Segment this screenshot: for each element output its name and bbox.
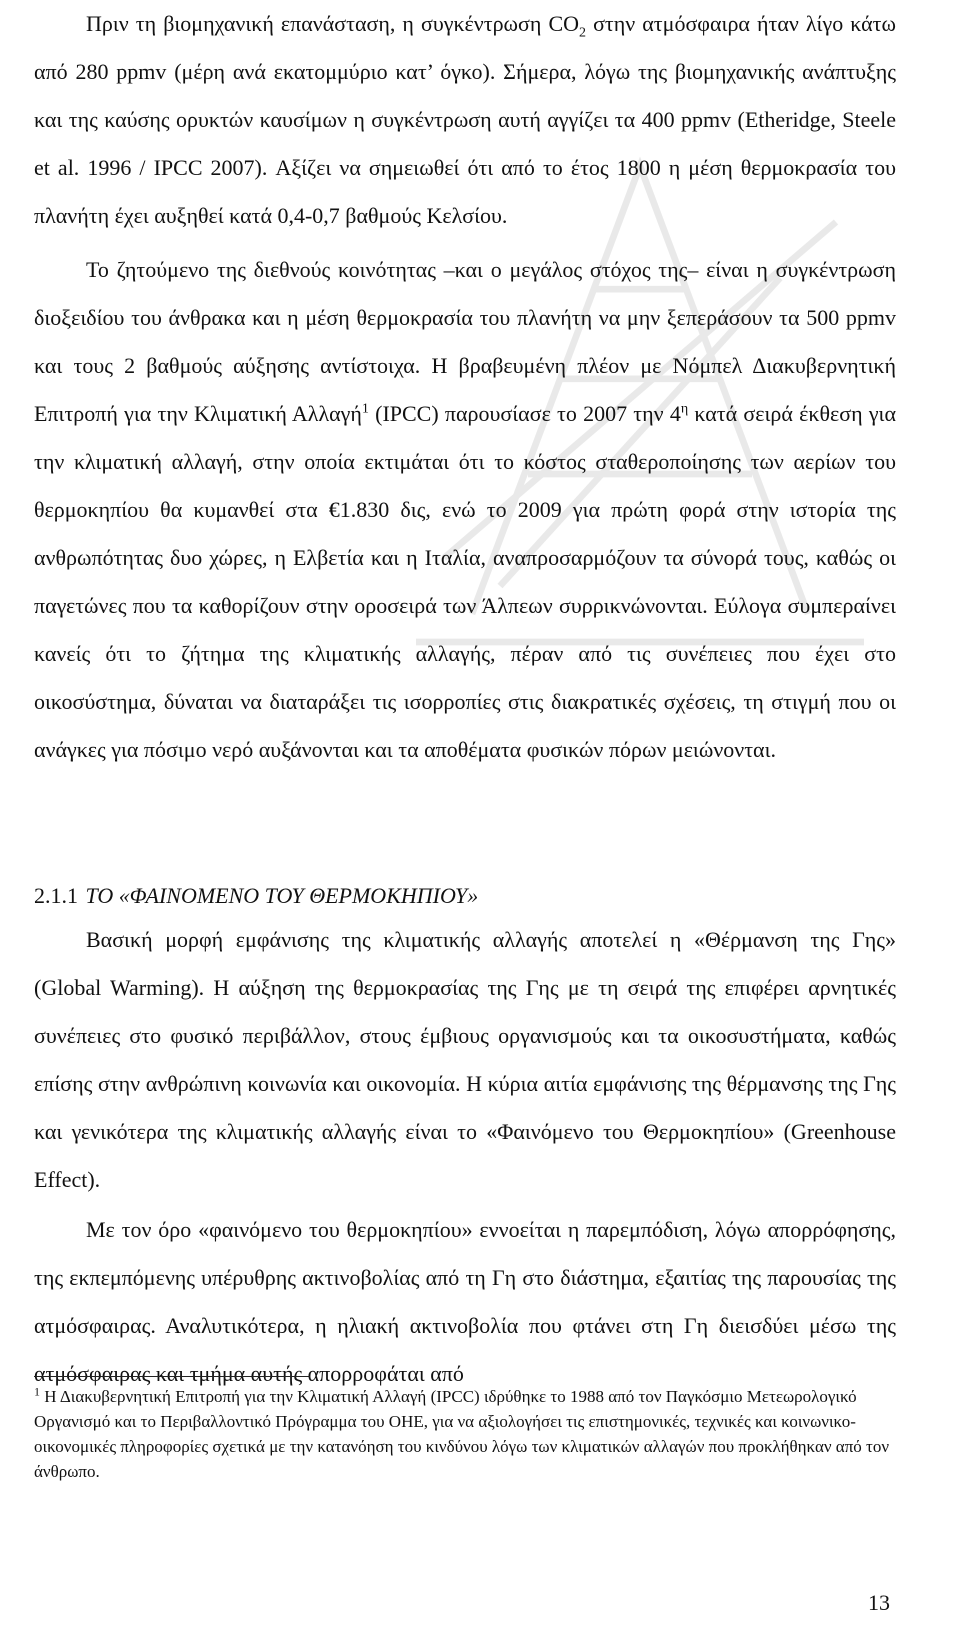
paragraph-greenhouse-definition: Με τον όρο «φαινόμενο του θερμοκηπίου» εννοείται η παρεμπόδιση, λόγω απορρόφησης, της εκπεμπόμενης υπέρυθρης ακτινοβολίας από τη Γη στο διάστημα, εξαιτίας της παρουσίας της ατμόσφαιρας. Αναλυτικότερα, η ηλιακή ακτινοβολία που φτάνει στη Γη διεισδύει μέσω της ατμόσφαιρας και τμήμα αυτής απορροφάται από bbox=[34, 1217, 896, 1386]
p1-text-after: στην ατμόσφαιρα ήταν λίγο κάτω από 280 ppmv (μέρη ανά εκατομμύριο κατ’ όγκο). Σήμερα, λόγω της βιομηχανικής ανάπτυξης και της καύσης ορυκτών καυσίμων η συγκέντρωση αυτή αγγίζει τα 400 ppmv (Etheridge, Steele et al. 1996 / IPCC 2007). Αξίζει να σημειωθεί ότι από το έτος 1800 η μέση θερμοκρασία του πλανήτη έχει αυξηθεί κατά 0,4-0,7 βαθμούς Κελσίου. bbox=[34, 11, 896, 228]
paragraph-co2-concentration bbox=[34, 0, 896, 240]
p2-text-before: Το ζητούμενο της διεθνούς κοινότητας –και ο μεγάλος στόχος της– είναι η συγκέντρωση διοξειδίου του άνθρακα και η μέση θερμοκρασία του πλανήτη να μην ξεπεράσουν τα 500 ppmv και τους 2 βαθμούς αύξησης αντίστοιχα. Η βραβευμένη πλέον με Νόμπελ Διακυβερνητική Επιτροπή για την Κλιματική Αλλαγή bbox=[34, 257, 896, 426]
p1-text-before: Πριν τη βιομηχανική επανάσταση, η συγκέντρωση CO bbox=[86, 11, 580, 36]
p2-text-middle: (IPCC) παρουσίασε το 2007 την 4 bbox=[368, 401, 681, 426]
ordinal-superscript: η bbox=[680, 401, 689, 417]
paragraph-global-warming: Βασική μορφή εμφάνισης της κλιματικής αλλαγής αποτελεί η «Θέρμανση της Γης» (Global Warming). Η αύξηση της θερμοκρασίας της Γης με τη σειρά της επιφέρει αρνητικές συνέπειες στο φυσικό περιβάλλον, στους έμβιους οργανισμούς και τα οικοσυστήματα, καθώς επίσης στην ανθρώπινη κοινωνία και οικονομία. Η κύρια αιτία εμφάνισης της θέρμανσης της Γης και γενικότερα της κλιματικής αλλαγής είναι το «Φαινόμενο του Θερμοκηπίου» (Greenhouse Effect). bbox=[34, 927, 896, 1192]
footnote-marker: 1 bbox=[34, 1384, 40, 1399]
co2-subscript: 2 bbox=[579, 25, 587, 41]
paragraph-international-goal bbox=[34, 246, 896, 774]
p2-text-after: κατά σειρά έκθεση για την κλιματική αλλαγή, στην οποία εκτιμάται ότι το κόστος σταθεροποίησης των αερίων του θερμοκηπίου θα κυμανθεί στα €1.830 δις, ενώ το 2009 για πρώτη φορά στην ιστορία της ανθρωπότητας δυο χώρες, η Ελβετία και η Ιταλία, αναπροσαρμόζουν τα σύνορά τους, καθώς οι παγετώνες που τα καθορίζουν στην οροσειρά των Άλπεων συρρικνώνονται. Εύλογα συμπεραίνει κανείς ότι το ζήτημα της κλιματικής αλλαγής, πέραν από τις συνέπειες που έχει στο οικοσύστημα, δύναται να διαταράξει τις ισορροπίες στις διακρατικές σχέσεις, τη στιγμή που οι ανάγκες για πόσιμο νερό αυξάνονται και τα αποθέματα φυσικών πόρων μειώνονται. bbox=[34, 401, 896, 762]
footnote-separator bbox=[34, 1376, 310, 1377]
footnote bbox=[34, 1384, 896, 1484]
footnote-text: Η Διακυβερνητική Επιτροπή για την Κλιματική Αλλαγή (IPCC) ιδρύθηκε το 1988 από τον Παγκόσμιο Μετεωρολογικό Οργανισμό και το Περιβαλλοντικό Πρόγραμμα του ΟΗΕ, για να αξιολογήσει τις επιστημονικές, τεχνικές και κοινωνικο-οικονομικές πληροφορίες σχετικά με την κατανόηση του κινδύνου λόγω των κλιματικών αλλαγών που προκλήθηκαν από τον άνθρωπο. bbox=[34, 1387, 890, 1481]
section-heading bbox=[34, 872, 896, 920]
section-number: 2.1.1 bbox=[34, 883, 78, 908]
footnote-reference: 1 bbox=[361, 401, 369, 417]
section-title: ΤΟ «ΦΑΙΝΟΜΕΝΟ ΤΟΥ ΘΕΡΜΟΚΗΠΙΟΥ» bbox=[85, 883, 479, 908]
page-number: 13 bbox=[868, 1590, 890, 1615]
